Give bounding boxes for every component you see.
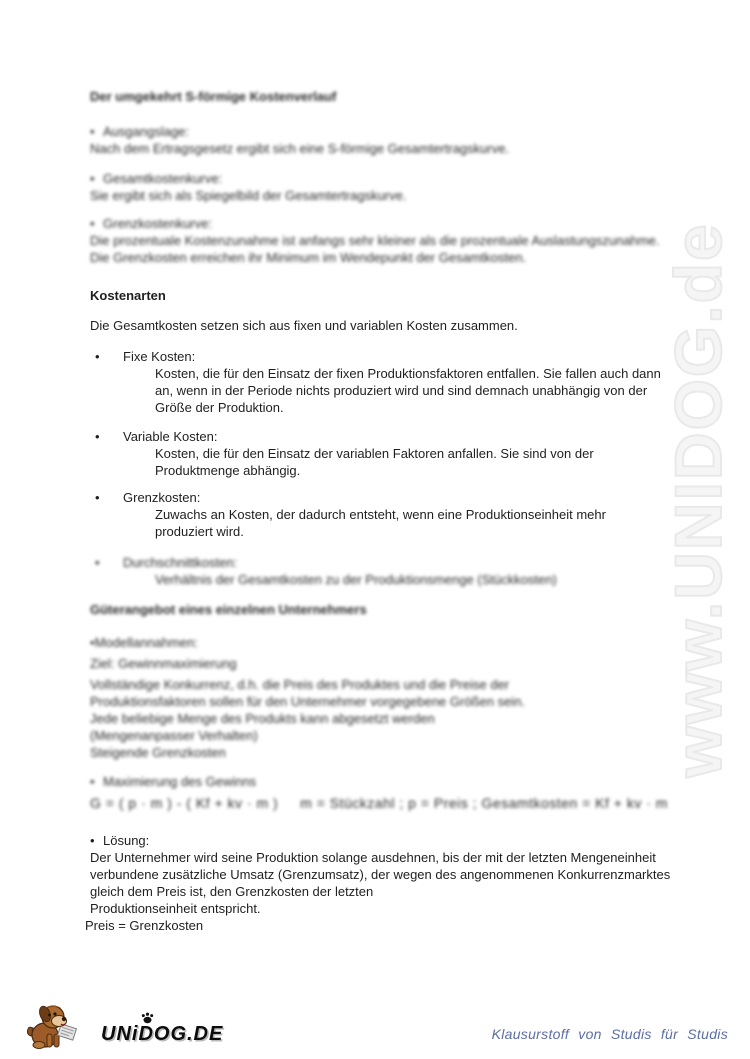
item-label: Lösung: bbox=[103, 833, 150, 848]
item-label: Variable Kosten: bbox=[123, 429, 218, 444]
item-label: Durchschnittkosten: bbox=[123, 555, 238, 570]
list-item bbox=[90, 348, 666, 416]
gewinnmaximierung-block bbox=[90, 773, 666, 812]
section-heading-kostenverlauf: Der umgekehrt S-förmige Kostenverlauf bbox=[90, 89, 337, 104]
list-item bbox=[90, 428, 666, 479]
item-text: Verhältnis der Gesamtkosten zu der Produktionsmenge (Stückkosten) bbox=[155, 572, 557, 587]
model-line: Jede beliebige Menge des Produkts kann abgesetzt werden bbox=[90, 711, 435, 726]
item-label: Modellannahmen: bbox=[94, 635, 198, 650]
solution-line: verbundene zusätzliche Umsatz (Grenzumsatz), der wegen des angenommenen Konkurrenzmarktes bbox=[90, 867, 671, 882]
dog-mascot-icon bbox=[25, 1002, 83, 1050]
watermark-text: www.UNIDOG.de bbox=[661, 222, 735, 778]
bullet-icon: • bbox=[95, 555, 100, 570]
solution-line: Produktionseinheit entspricht. bbox=[90, 901, 261, 916]
item-text: Kosten, die für den Einsatz der variablen Faktoren anfallen. Sie sind von der Produktmenge abhängig. bbox=[155, 446, 594, 478]
list-item bbox=[90, 215, 666, 266]
paw-print-icon bbox=[141, 1012, 154, 1024]
item-label: Fixe Kosten: bbox=[123, 349, 196, 364]
bullet-icon: • bbox=[90, 635, 95, 650]
list-item bbox=[90, 489, 666, 540]
item-label: Ausgangslage: bbox=[103, 124, 190, 139]
kostenarten-intro: Die Gesamtkosten setzen sich aus fixen und variablen Kosten zusammen. bbox=[90, 318, 518, 333]
profit-formula: G = ( p · m ) - ( Kf + kv · m ) bbox=[90, 795, 279, 811]
item-text: Kosten, die für den Einsatz der fixen Produktionsfaktoren entfallen. Sie fallen auch dann an, wenn in der Periode nichts produziert wird und sind demnach unabhängig von der Größe der Produktion. bbox=[155, 366, 661, 415]
model-line: Steigende Grenzkosten bbox=[90, 745, 226, 760]
solution-line: Preis = Grenzkosten bbox=[85, 918, 204, 933]
item-label: Maximierung des Gewinns bbox=[103, 774, 257, 789]
item-label: Grenzkosten: bbox=[123, 490, 201, 505]
item-label: Grenzkostenkurve: bbox=[103, 216, 213, 231]
item-text: Zuwachs an Kosten, der dadurch entsteht, wenn eine Produktionseinheit mehr produziert wird. bbox=[155, 507, 606, 539]
page-footer bbox=[25, 1000, 728, 1055]
item-label: Gesamtkostenkurve: bbox=[103, 171, 223, 186]
loesung-block bbox=[85, 832, 671, 934]
bullet-icon: • bbox=[90, 171, 95, 186]
bullet-icon: • bbox=[90, 774, 95, 789]
solution-line: gleich dem Preis ist, den Grenzkosten der letzten bbox=[90, 884, 374, 899]
bullet-icon: • bbox=[95, 490, 100, 505]
section-heading-gueterangebot: Güterangebot eines einzelnen Unternehmers bbox=[90, 602, 367, 617]
item-text: Sie ergibt sich als Spiegelbild der Gesamtertragskurve. bbox=[90, 188, 407, 203]
list-item bbox=[90, 123, 666, 157]
model-line: (Mengenanpasser Verhalten) bbox=[90, 728, 258, 743]
model-line: Ziel: Gewinnmaximierung bbox=[90, 656, 237, 671]
modellannahmen-block bbox=[90, 634, 666, 761]
bullet-icon: • bbox=[90, 833, 95, 848]
bullet-icon: • bbox=[95, 349, 100, 364]
bullet-icon: • bbox=[95, 429, 100, 444]
solution-line: Der Unternehmer wird seine Produktion solange ausdehnen, bis der mit der letzten Mengeneinheit bbox=[90, 850, 656, 865]
document-content bbox=[85, 88, 671, 934]
list-item bbox=[90, 554, 666, 588]
formula-note: m = Stückzahl ; p = Preis ; Gesamtkosten = Kf + kv · m bbox=[300, 795, 668, 811]
list-item bbox=[90, 170, 666, 204]
model-line: Vollständige Konkurrenz, d.h. die Preis des Produktes und die Preise der bbox=[90, 677, 510, 692]
item-text: Nach dem Ertragsgesetz ergibt sich eine S-förmige Gesamtertragskurve. bbox=[90, 141, 510, 156]
bullet-icon: • bbox=[90, 124, 95, 139]
section-heading-kostenarten: Kostenarten bbox=[90, 288, 166, 303]
footer-tagline: Klausurstoff von Studis für Studis bbox=[491, 1026, 728, 1042]
unidog-logo bbox=[25, 1002, 223, 1050]
model-line: Produktionsfaktoren sollen für den Unternehmer vorgegebene Größen sein. bbox=[90, 694, 526, 709]
item-text: Die prozentuale Kostenzunahme ist anfangs sehr kleiner als die prozentuale Auslastungszunahme. Die Grenzkosten erreichen ihr Minimum im Wendepunkt der Gesamtkosten. bbox=[90, 233, 660, 265]
brand-text: UNiDOG.DE bbox=[101, 1023, 224, 1045]
bullet-icon: • bbox=[90, 216, 95, 231]
